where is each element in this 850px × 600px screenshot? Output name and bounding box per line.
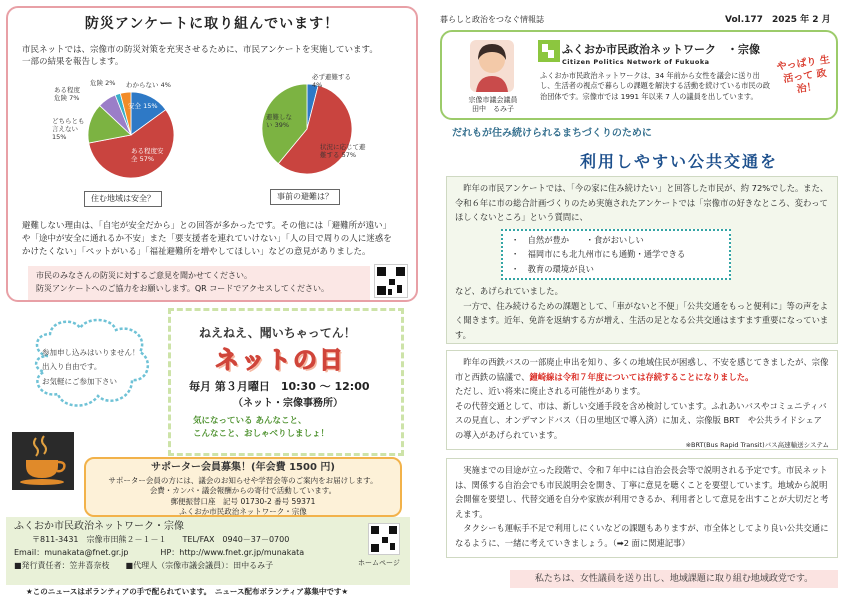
supporter-recruit: サポーター会員募集！(年会費 1500 円) サポーター会員の方には、議会のお知らせや学習会等のご案内をお届けします。 会費・カンパ・議会報酬からの寄付で活動しています。 郵便振替口座 記号 01730-2 番号 59371 ふくおか市民政治ネットワーク・宗像: [84, 457, 402, 517]
footer-issuer: ■発行責任者：笠井喜奈枝 ■代理人（宗像市議会議員）：田中るみ子: [14, 561, 274, 570]
homepage-label: ホームページ: [358, 559, 400, 567]
footer-org-name: ふくおか市民政治ネットワーク・宗像: [14, 521, 184, 532]
pie1-label-safe: 安全 15%: [128, 102, 158, 110]
article-section-3: 実施までの目途が立った段階で、令和７年中には自治会長会等で説明される予定です。市民ネットは、関係する自治会でも市民説明会を開き、丁寧に意見を聴くことを要望しています。地域から説明会開催を要望し、代替交通を自分や家族が利用できるか、利用者として意見を出すことが大切だと考えます。 タクシーも運転手不足で利用しにくいなどの課題もありますが、市全体としてより良い公共交通になるように、一緒に考えていきましょう。（➡2 面に関連記事）: [446, 458, 838, 558]
footer-address: 〒811-3431 宗像市田熊２－１－１ TEL/FAX 0940－37－0700: [32, 535, 290, 544]
pie2-caption: 事前の避難は？: [270, 189, 340, 205]
pie2-label-always: 必ず避難する 4%: [312, 73, 351, 89]
volume-date: Vol.177 2025 年 2 月: [725, 15, 831, 25]
article-section-2: 昨年の西鉄バスの一部廃止申出を知り、多くの地域住民が困惑し、不安を感じてきましたが、宗像市と西鉄の協議で、鐘崎線は令和７年度については存続することになりました。 ただし、近い将来に廃止される可能性があります。 その代替交通として、市は、新しい交通手段を含め検討しています。ふれあいバスやコミュニティバスの見直し、オンデマンドバス（日の里地区で導入済）に加え、宗像版 BRT や公共ライドシェアの導入があげられています。 ※BRT(Bus Rapid Transit)バス高速輸送システム: [446, 350, 838, 450]
list-item: ・ 自然が豊か ・食がおいしい: [511, 234, 644, 245]
pie1-label-neutral: どちらとも言えない 15%: [52, 117, 85, 141]
org-logo-icon: [538, 40, 560, 62]
pie1-label-somewhat-danger: ある程度危険 7%: [54, 86, 80, 102]
survey-intro: 市民ネットでは、宗像市の防災対策を充実させるために、市民アンケートを実施しています。 一部の結果を報告します。: [22, 45, 378, 68]
net-day-message: 気になっている あんなこと、 こんなこと、おしゃべりしましょ！: [193, 416, 330, 439]
highlight-text: 鐘崎線は令和７年度については存続することになりました。: [529, 371, 754, 382]
net-day-place: （ネット・宗像事務所）: [233, 398, 343, 409]
org-name-en: Citizen Politics Network of Fukuoka: [562, 58, 710, 66]
pie2-label-depends: 状況に応じて避難する 57%: [320, 143, 366, 159]
net-day-title: ネットの日: [215, 346, 345, 374]
survey-section: [6, 6, 418, 302]
article-subheading: だれもが住み続けられるまちづくりのために: [452, 128, 652, 139]
cloud-text: 参加申し込みはいりません！ 出入り自由です。 お気軽にご参加下さい: [42, 348, 140, 386]
pie1-caption: 住む地域は安全？: [84, 191, 162, 207]
member-photo: [470, 40, 514, 92]
volunteer-note: ★このニュースはボランティアの手で配られています。 ニュース配布ボランティア募集中です★: [26, 587, 349, 596]
homepage-qr-code[interactable]: [368, 523, 400, 555]
member-name: 宗像市議会議員 田中 るみ子: [468, 96, 518, 114]
list-item: ・ 福岡市にも北九州市にも通勤・通学できる: [511, 249, 686, 260]
article-section-1: 昨年の市民アンケートでは、「今の家に住み続けたい」と回答した市民が、約 72%でした。また、令和６年に市の総合計画づくりのため実施されたアンケートでは「宗像市の好きなところ、変わってほしくないところ」という質問に、 ・ 自然が豊か ・食がおいしい ・ 福岡市にも北九州市にも通勤・通学できる ・ 教育の環境が良い など、あげられていました。 一方で、住み続けるための課題として、「車がないと不便」「公共交通をもっと便利に」等の声をよく聞きます。近年、免許を返納する方が増え、生活の足となる公共交通はますます重要になっています。: [446, 176, 838, 344]
org-description: ふくおか市民政治ネットワークは、34 年前から女性を議会に送り出し、生活者の視点で暮らしの課題を解決する活動を続けている市民の政治団体です。宗像市では 1991 年以来 7 人の議員を出しています。: [540, 71, 771, 101]
survey-title: 防災アンケートに取り組んでいます！: [84, 16, 340, 32]
list-item: ・ 教育の環境が良い: [511, 263, 594, 274]
org-name: ふくおか市民政治ネットワーク ・宗像: [562, 43, 760, 56]
publication-name: 暮らしと政治をつなぐ情報誌: [440, 15, 544, 24]
pie1-label-danger: 危険 2%: [90, 79, 116, 87]
survey-reasons: 避難しない理由は、「自宅が安全だから」との回答が多かったです。その他には「避難所が遠い」 や「途中が安全に通れるか不安」また「要支援者を連れていけない」「人の目で周りの人に迷惑を かけたくない」「ペットがいる」「福祉避難所を増やしてほしい」などの意見がありました。: [22, 221, 392, 258]
brt-note: ※BRT(Bus Rapid Transit)バス高速輸送システム: [685, 441, 829, 450]
net-day-box: [168, 308, 404, 456]
favorite-points-list: [501, 229, 731, 281]
pie1-label-unknown: わからない 4%: [126, 81, 171, 89]
survey-notice: 市民のみなさんの防災に対するご意見を聞かせてください。 防災アンケートへのご協力をお願いします。QR コードでアクセスしてください。: [28, 266, 370, 300]
pie2-label-no: 避難しない 39%: [266, 113, 292, 129]
slogan: やっぱり 生活って 政治！: [776, 54, 831, 96]
supporter-title: サポーター会員募集！(年会費 1500 円): [151, 462, 335, 473]
net-day-schedule: 毎月 第３月曜日 10:30 ～ 12:00: [189, 380, 370, 393]
contact-footer: [6, 517, 410, 585]
article-headline: 利用しやすい公共交通を: [580, 152, 779, 171]
pie1-label-somewhat-safe: ある程度安全 57%: [131, 147, 164, 163]
closing-statement: 私たちは、女性議員を送り出し、地域課題に取り組む地域政党です。: [510, 570, 838, 588]
info-cloud: [28, 316, 154, 410]
survey-qr-code[interactable]: [374, 264, 408, 298]
footer-email[interactable]: Email：munakata@fnet.gr.jp HP：http://www.fnet.gr.jp/munakata: [14, 548, 305, 557]
coffee-cup-icon: [12, 432, 74, 490]
net-day-lead: ねえねえ、聞いちゃってん！: [199, 326, 356, 340]
